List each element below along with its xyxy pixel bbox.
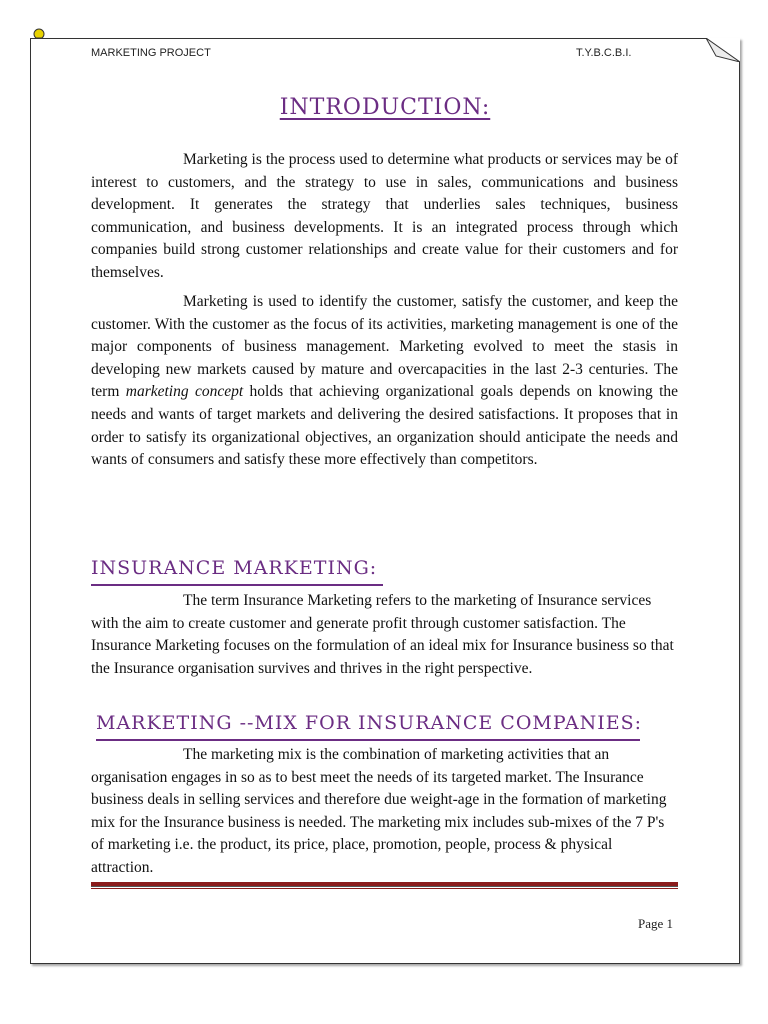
page-fold-icon (706, 38, 740, 62)
insurance-marketing-heading: INSURANCE MARKETING: (91, 557, 377, 579)
intro-paragraph-2: Marketing is used to identify the customer, satisfy the customer, and keep the customer. With the customer as the focus of its activities, marketing management is one of the major components of business management. Marketing evolved to meet the stasis in developing new markets caused by mature and overcapacities in the last 2-3 centuries. The term marketing concept holds that achieving organizational goals depends on knowing the needs and wants of target markets and delivering the desired satisfactions. It proposes that in order to satisfy its organizational objectives, an organization should anticipate the needs and wants of consumers and satisfy these more effectively than competitors. (91, 293, 679, 469)
marketing-mix-heading: MARKETING --MIX FOR INSURANCE COMPANIES: (96, 712, 642, 734)
introduction-heading: INTRODUCTION: (279, 95, 491, 120)
marketing-mix-paragraph: The marketing mix is the combination of marketing activities that an organisation engages in so as to best meet the needs of its targeted market. The Insurance business deals in selling services and therefore due weight-age in the formation of marketing mix for the Insurance business is needed. The marketing mix includes sub-mixes of the 7 P's of marketing i.e. the product, its price, place, promotion, people, process & physical attraction. (91, 746, 667, 876)
page-number: Page 1 (638, 916, 674, 931)
document-page (30, 38, 740, 964)
footer-divider (91, 882, 678, 887)
insurance-paragraph: The term Insurance Marketing refers to the marketing of Insurance services with the aim to create customer and generate profit through customer satisfaction. The Insurance Marketing focuses on the formulation of an ideal mix for Insurance business so that the Insurance organisation survives and thrives in the right perspective. (91, 592, 674, 677)
footer-divider-thin (91, 888, 678, 889)
intro-paragraph-1: Marketing is the process used to determine what products or services may be of interest to customers, and the strategy to use in sales, communications and business development. It generates the strategy that underlies sales techniques, business communication, and business developments. It is an integrated process through which companies build strong customer relationships and create value for their customers and for themselves. (91, 151, 678, 281)
header-class: T.Y.B.C.B.I. (576, 47, 632, 59)
header-title: MARKETING PROJECT (91, 47, 211, 59)
